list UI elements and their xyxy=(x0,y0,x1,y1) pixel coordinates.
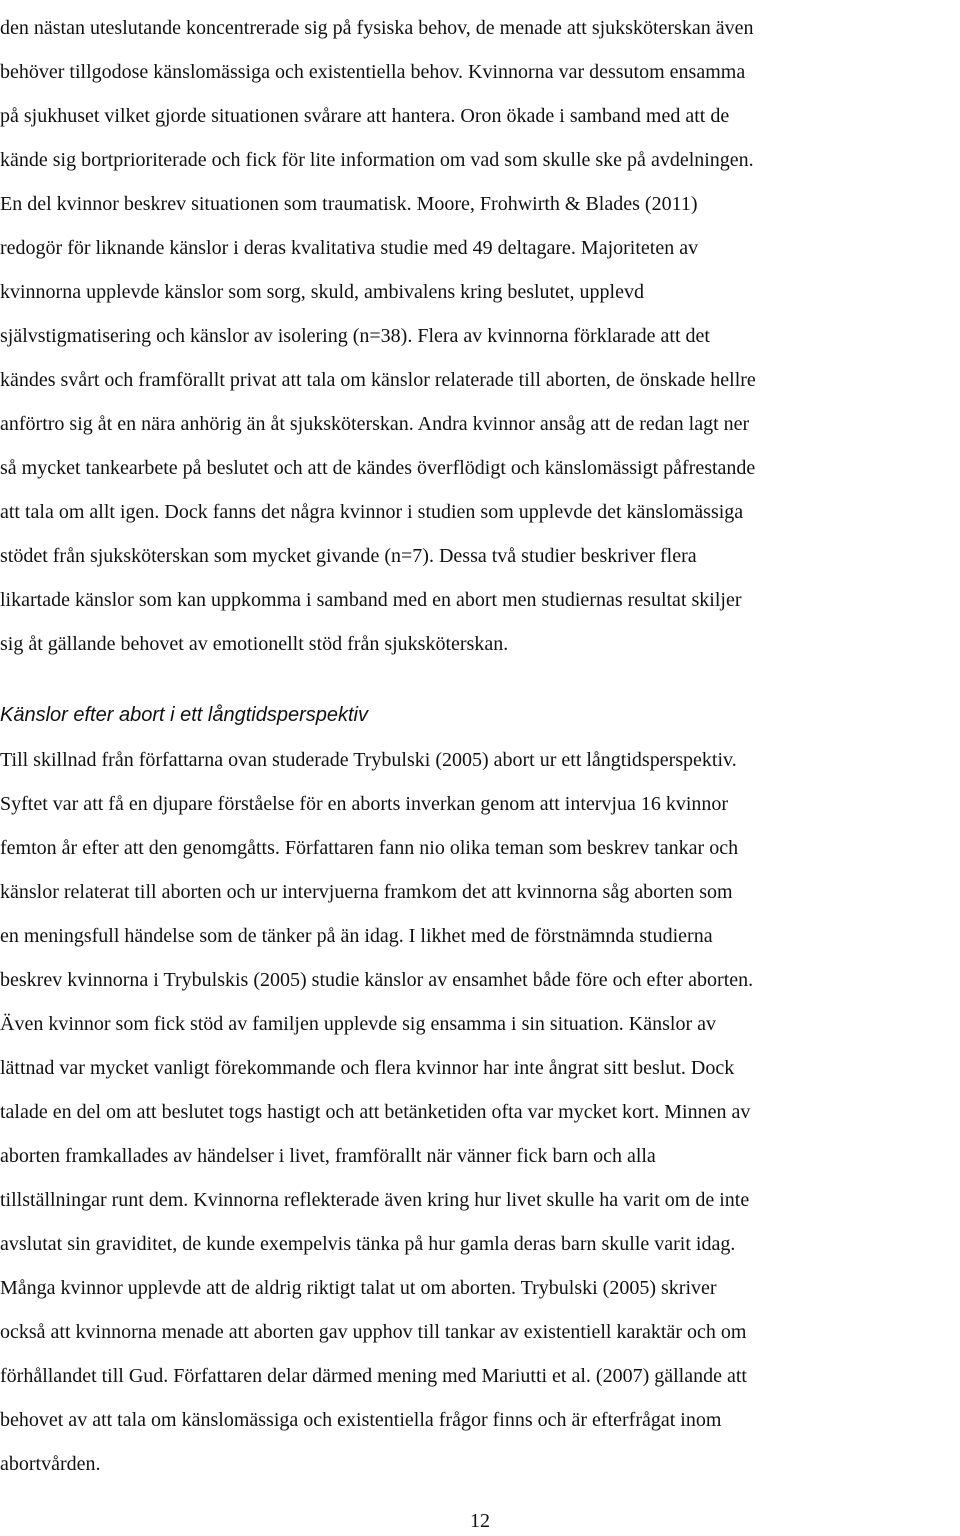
text-line: Syftet var att få en djupare förståelse för en aborts inverkan genom att intervjua 16 kvinnor xyxy=(0,793,729,815)
text-line: femton år efter att den genomgåtts. Författaren fann nio olika teman som beskrev tankar och xyxy=(0,837,739,859)
text-line: också att kvinnorna menade att aborten gav upphov till tankar av existentiell karaktär och om xyxy=(0,1321,747,1343)
text-line: sig åt gällande behovet av emotionellt stöd från sjuksköterskan. xyxy=(0,633,509,655)
text-line: en meningsfull händelse som de tänker på än idag. I likhet med de förstnämnda studierna xyxy=(0,925,713,947)
text-line: Till skillnad från författarna ovan studerade Trybulski (2005) abort ur ett långtidsperspektiv. xyxy=(0,749,737,771)
text-line: lättnad var mycket vanligt förekommande och flera kvinnor har inte ångrat sitt beslut. Dock xyxy=(0,1057,735,1079)
text-line: tillställningar runt dem. Kvinnorna reflekterade även kring hur livet skulle ha varit om de inte xyxy=(0,1189,750,1211)
text-line: kände sig bortprioriterade och fick för lite information om vad som skulle ske på avdelningen. xyxy=(0,149,754,171)
text-line: stödet från sjuksköterskan som mycket givande (n=7). Dessa två studier beskriver flera xyxy=(0,545,697,567)
text-line: den nästan uteslutande koncentrerade sig på fysiska behov, de menade att sjuksköterskan även xyxy=(0,17,754,39)
text-line: att tala om allt igen. Dock fanns det några kvinnor i studien som upplevde det känslomässiga xyxy=(0,501,744,523)
paragraph-1 xyxy=(0,6,960,666)
text-line: förhållandet till Gud. Författaren delar därmed mening med Mariutti et al. (2007) gällande att xyxy=(0,1365,747,1387)
text-line: på sjukhuset vilket gjorde situationen svårare att hantera. Oron ökade i samband med att de xyxy=(0,105,730,127)
paragraph-2 xyxy=(0,738,960,1486)
text-line: självstigmatisering och känslor av isolering (n=38). Flera av kvinnorna förklarade att det xyxy=(0,325,710,347)
text-line: behovet av att tala om känslomässiga och existentiella frågor finns och är efterfrågat inom xyxy=(0,1409,722,1431)
page-number: 12 xyxy=(470,1510,490,1532)
text-line: abortvården. xyxy=(0,1453,101,1475)
text-line: beskrev kvinnorna i Trybulskis (2005) studie känslor av ensamhet både före och efter aborten. xyxy=(0,969,754,991)
text-line: känslor relaterat till aborten och ur intervjuerna framkom det att kvinnorna såg aborten som xyxy=(0,881,733,903)
text-line: likartade känslor som kan uppkomma i samband med en abort men studiernas resultat skiljer xyxy=(0,589,742,611)
text-line: behöver tillgodose känslomässiga och existentiella behov. Kvinnorna var dessutom ensamma xyxy=(0,61,746,83)
text-line: aborten framkallades av händelser i livet, framförallt när vänner fick barn och alla xyxy=(0,1145,656,1167)
text-line: kvinnorna upplevde känslor som sorg, skuld, ambivalens kring beslutet, upplevd xyxy=(0,281,644,303)
text-line: talade en del om att beslutet togs hastigt och att betänketiden ofta var mycket kort. Minnen av xyxy=(0,1101,751,1123)
text-line: Många kvinnor upplevde att de aldrig riktigt talat ut om aborten. Trybulski (2005) skriver xyxy=(0,1277,717,1299)
text-line: kändes svårt och framförallt privat att tala om känslor relaterade till aborten, de önskade hellre xyxy=(0,369,756,391)
text-line: anförtro sig åt en nära anhörig än åt sjuksköterskan. Andra kvinnor ansåg att de redan lagt ner xyxy=(0,413,750,435)
text-line: En del kvinnor beskrev situationen som traumatisk. Moore, Frohwirth & Blades (2011) xyxy=(0,193,698,215)
text-line: så mycket tankearbete på beslutet och att de kändes överflödigt och känslomässigt påfrestande xyxy=(0,457,756,479)
text-line: Även kvinnor som fick stöd av familjen upplevde sig ensamma i sin situation. Känslor av xyxy=(0,1013,716,1035)
section-heading: Känslor efter abort i ett långtidsperspektiv xyxy=(0,704,368,726)
text-line: avslutat sin graviditet, de kunde exempelvis tänka på hur gamla deras barn skulle varit idag. xyxy=(0,1233,736,1255)
text-line: redogör för liknande känslor i deras kvalitativa studie med 49 deltagare. Majoriteten av xyxy=(0,237,699,259)
